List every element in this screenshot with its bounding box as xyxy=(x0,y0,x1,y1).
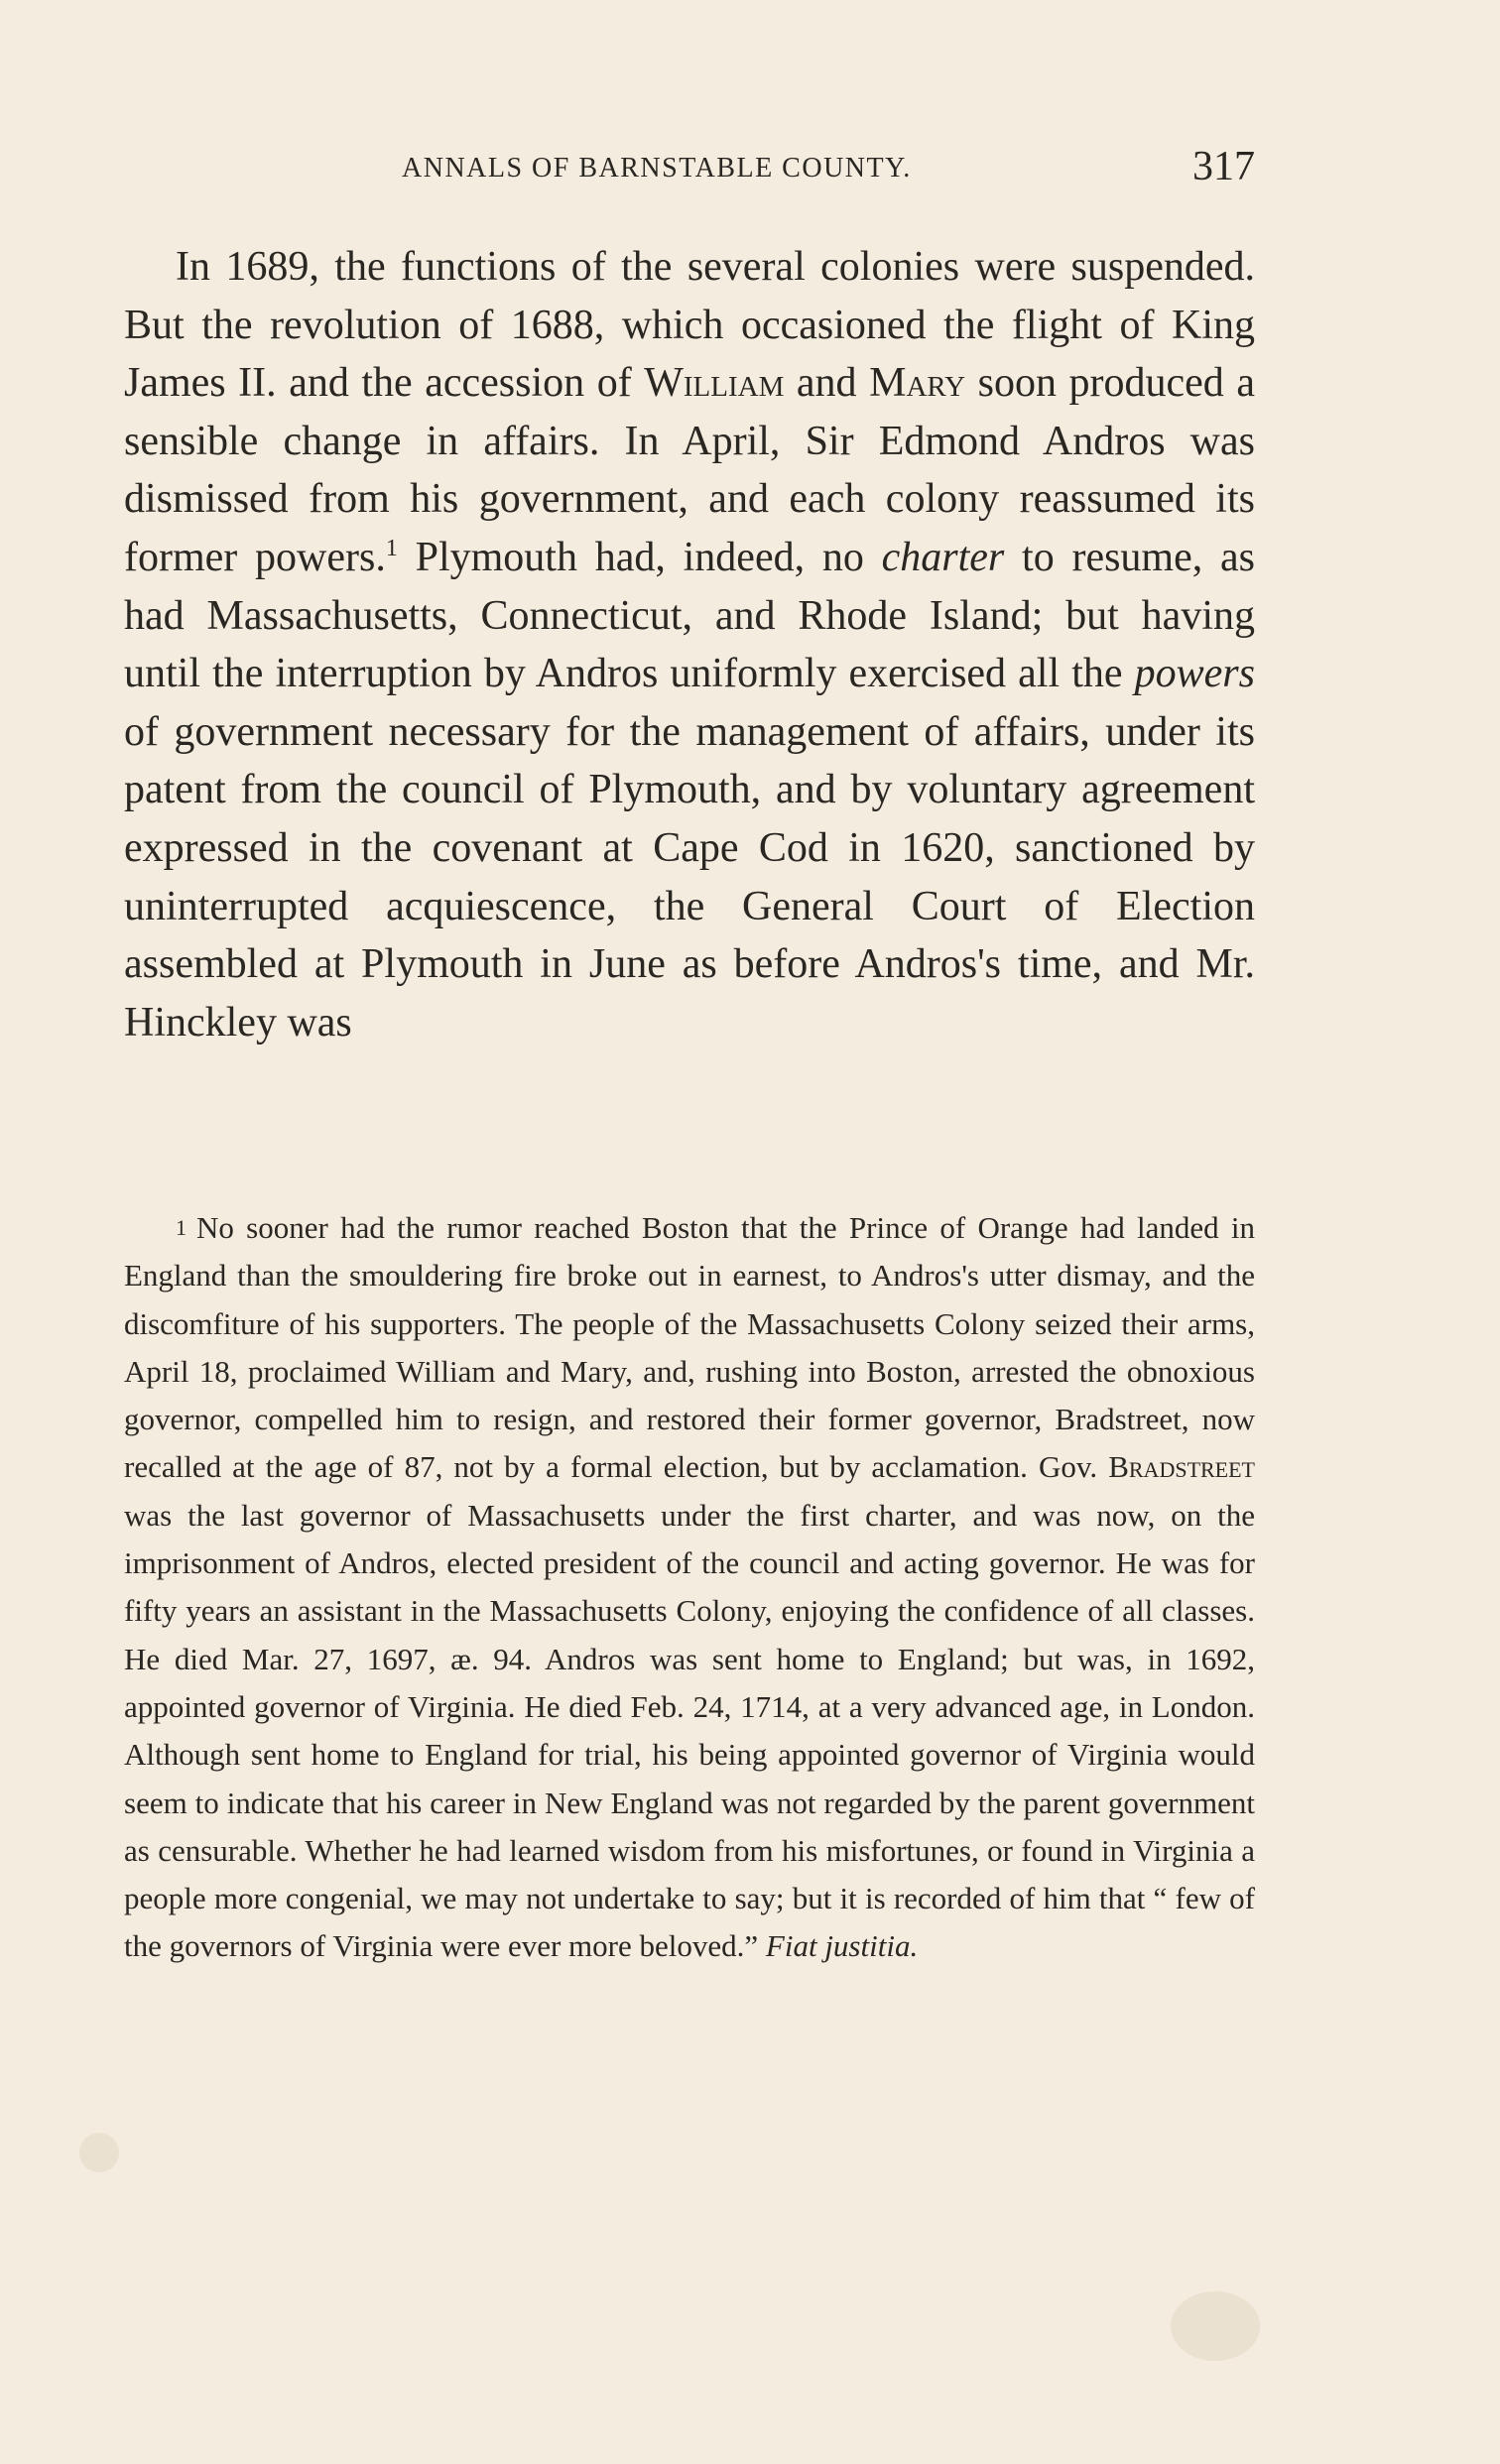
body-text-segment: of government necessary for the management of affairs, under its patent from the council of Plymouth, and by voluntary agreement expressed in the covenant at Cape Cod in 1620, sanctioned by uninterrupted acquiescence, the General Court of Election assembled at Plymouth in June as before Andros's time, and Mr. Hinckley was xyxy=(124,708,1255,1046)
paper-stain xyxy=(1171,2291,1260,2361)
running-title: ANNALS OF BARNSTABLE COUNTY. xyxy=(402,153,912,184)
name-william: William xyxy=(644,360,785,407)
footnote-text-segment: No sooner had the rumor reached Boston that the Prince of Orange had landed in England than the smouldering fire broke out in earnest, to Andros's utter dismay, and the discomfiture of his supporters. The people of the Massachusetts Colony seized their arms, April 18, proclaimed William and Mary, and, rushing into Boston, arrested the obnoxious governor, compelled him to resign, and restored their former governor, Bradstreet, now recalled at the age of 87, not by a formal election, but by acclamation. Gov. xyxy=(124,1210,1255,1485)
footnote-text-segment: was the last governor of Massachusetts under the first charter, and was now, on the imprisonment of Andros, elected president of the council and acting governor. He was for fifty years an assistant in the Massachusetts Colony, enjoying the confidence of all classes. He died Mar. 27, 1697, æ. 94. Andros was sent home to England; but was, in 1692, appointed governor of Virginia. He died Feb. 24, 1714, at a very advanced age, in London. Although sent home to England for trial, his being appointed governor of Virginia would seem to indicate that his career in New England was not regarded by the parent government as censurable. Whether he had learned wisdom from his misfortunes, or found in Virginia a people more congenial, we may not undertake to say; but it is recorded of him that “ few of the governors of Virginia were ever more beloved.” xyxy=(124,1497,1255,1964)
body-text-segment: to resume, as had Massachusetts, Connecticut, and Rhode Island; but having until the interruption by Andros uniformly exercised all the xyxy=(124,534,1255,697)
body-text-segment: soon produced a sensible change in affairs. In April, Sir Edmond Andros was dismissed from his government, and each colony reassumed its former powers. xyxy=(124,360,1255,580)
footnote-reference: 1 xyxy=(385,535,398,561)
body-text-segment: Plymouth had, indeed, no xyxy=(397,534,882,580)
body-text-segment: and xyxy=(784,360,870,407)
footnote xyxy=(124,1204,1255,1971)
footnote-marker: 1 xyxy=(176,1215,187,1240)
paper-stain xyxy=(79,2133,119,2172)
italic-powers: powers xyxy=(1134,651,1255,697)
name-bradstreet: Bradstreet xyxy=(1108,1449,1255,1485)
name-mary: Mary xyxy=(869,360,966,407)
body-text-segment: In 1689, the functions of the several colonies were suspended. But the revolution of 1688, which occasioned the flight of King James II. and the accession of xyxy=(124,244,1255,407)
body-paragraph xyxy=(124,238,1255,1051)
italic-fiat-justitia: Fiat justitia. xyxy=(765,1928,919,1964)
running-head xyxy=(124,144,1255,196)
italic-charter: charter xyxy=(881,534,1005,580)
page-number: 317 xyxy=(1192,144,1255,189)
